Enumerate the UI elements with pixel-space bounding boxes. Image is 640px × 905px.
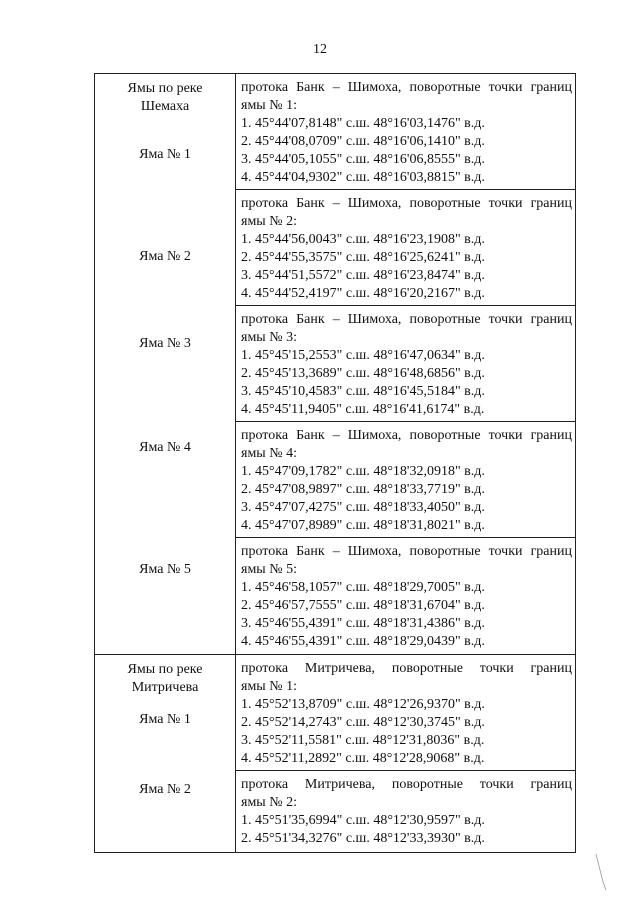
pit-block <box>236 537 575 654</box>
point-line: 4. 45°52'11,2892" с.ш. 48°12'28,9068" в.д. <box>241 751 485 766</box>
pit-label: Яма № 2 <box>139 782 191 797</box>
pit-heading: протока Митричева, поворотные точки границ <box>241 661 572 676</box>
pit-label: Яма № 2 <box>139 249 191 264</box>
point-line: 1. 45°51'35,6994" с.ш. 48°12'30,9597" в.д. <box>241 813 485 828</box>
pit-block <box>236 770 575 852</box>
pit-block <box>236 655 575 770</box>
point-line: 2. 45°44'55,3575" с.ш. 48°16'25,6241" в.д. <box>241 250 485 265</box>
river-label: Ямы по реке <box>127 662 203 677</box>
point-line: 4. 45°44'04,9302" с.ш. 48°16'03,8815" в.д. <box>241 170 485 185</box>
pit-heading-cont: ямы № 4: <box>241 446 297 461</box>
point-line: 4. 45°45'11,9405" с.ш. 48°16'41,6174" в.д. <box>241 402 485 417</box>
point-line: 3. 45°45'10,4583" с.ш. 48°16'45,5184" в.д. <box>241 384 485 399</box>
pit-heading-cont: ямы № 2: <box>241 795 297 810</box>
pit-heading: протока Банк – Шимоха, поворотные точки границ <box>241 544 572 559</box>
pit-heading: протока Банк – Шимоха, поворотные точки границ <box>241 312 572 327</box>
river-cell-mitricheva <box>95 655 236 853</box>
river-name: Шемаха <box>140 99 190 114</box>
point-line: 1. 45°47'09,1782" с.ш. 48°18'32,0918" в.д. <box>241 464 485 479</box>
pit-heading-cont: ямы № 1: <box>241 98 297 113</box>
point-line: 4. 45°44'52,4197" с.ш. 48°16'20,2167" в.д. <box>241 286 485 301</box>
coordinates-cell-mitricheva <box>236 655 576 853</box>
point-line: 2. 45°45'13,3689" с.ш. 48°16'48,6856" в.д. <box>241 366 485 381</box>
coordinates-cell-shemakha <box>236 74 576 655</box>
table-row-mitricheva <box>95 655 576 853</box>
pen-mark-icon <box>594 852 608 892</box>
point-line: 3. 45°44'05,1055" с.ш. 48°16'06,8555" в.д. <box>241 152 485 167</box>
pit-label: Яма № 3 <box>139 336 191 351</box>
point-line: 4. 45°46'55,4391" с.ш. 48°18'29,0439" в.д. <box>241 634 485 649</box>
pit-block <box>236 189 575 305</box>
point-line: 3. 45°47'07,4275" с.ш. 48°18'33,4050" в.д. <box>241 500 485 515</box>
point-line: 2. 45°51'34,3276" с.ш. 48°12'33,3930" в.д. <box>241 831 485 846</box>
pit-block <box>236 421 575 537</box>
pit-heading: протока Митричева, поворотные точки границ <box>241 777 572 792</box>
page-number: 12 <box>313 42 327 57</box>
pit-label: Яма № 5 <box>139 562 191 577</box>
pit-heading-cont: ямы № 5: <box>241 562 297 577</box>
point-line: 4. 45°47'07,8989" с.ш. 48°18'31,8021" в.д. <box>241 518 485 533</box>
point-line: 2. 45°52'14,2743" с.ш. 48°12'30,3745" в.д. <box>241 715 485 730</box>
pit-heading: протока Банк – Шимоха, поворотные точки границ <box>241 196 572 211</box>
pit-heading-cont: ямы № 2: <box>241 214 297 229</box>
point-line: 1. 45°45'15,2553" с.ш. 48°16'47,0634" в.д. <box>241 348 485 363</box>
coordinates-table <box>94 73 576 853</box>
point-line: 3. 45°44'51,5572" с.ш. 48°16'23,8474" в.д. <box>241 268 485 283</box>
river-cell-shemakha <box>95 74 236 655</box>
point-line: 2. 45°47'08,9897" с.ш. 48°18'33,7719" в.д. <box>241 482 485 497</box>
pit-heading: протока Банк – Шимоха, поворотные точки границ <box>241 428 572 443</box>
table-row-shemakha <box>95 74 576 655</box>
point-line: 3. 45°46'55,4391" с.ш. 48°18'31,4386" в.д. <box>241 616 485 631</box>
point-line: 3. 45°52'11,5581" с.ш. 48°12'31,8036" в.д. <box>241 733 485 748</box>
point-line: 2. 45°44'08,0709" с.ш. 48°16'06,1410" в.д. <box>241 134 485 149</box>
river-label: Ямы по реке <box>127 81 203 96</box>
point-line: 1. 45°44'07,8148" с.ш. 48°16'03,1476" в.д. <box>241 116 485 131</box>
point-line: 1. 45°52'13,8709" с.ш. 48°12'26,9370" в.д. <box>241 697 485 712</box>
pit-label: Яма № 1 <box>139 712 191 727</box>
point-line: 1. 45°46'58,1057" с.ш. 48°18'29,7005" в.д. <box>241 580 485 595</box>
point-line: 2. 45°46'57,7555" с.ш. 48°18'31,6704" в.д. <box>241 598 485 613</box>
pit-heading: протока Банк – Шимоха, поворотные точки границ <box>241 80 572 95</box>
pit-heading-cont: ямы № 1: <box>241 679 297 694</box>
pit-label: Яма № 4 <box>139 440 191 455</box>
pit-label: Яма № 1 <box>139 147 191 162</box>
river-name: Митричева <box>131 680 199 695</box>
pit-heading-cont: ямы № 3: <box>241 330 297 345</box>
point-line: 1. 45°44'56,0043" с.ш. 48°16'23,1908" в.д. <box>241 232 485 247</box>
pit-block <box>236 305 575 421</box>
pit-block <box>236 74 575 189</box>
